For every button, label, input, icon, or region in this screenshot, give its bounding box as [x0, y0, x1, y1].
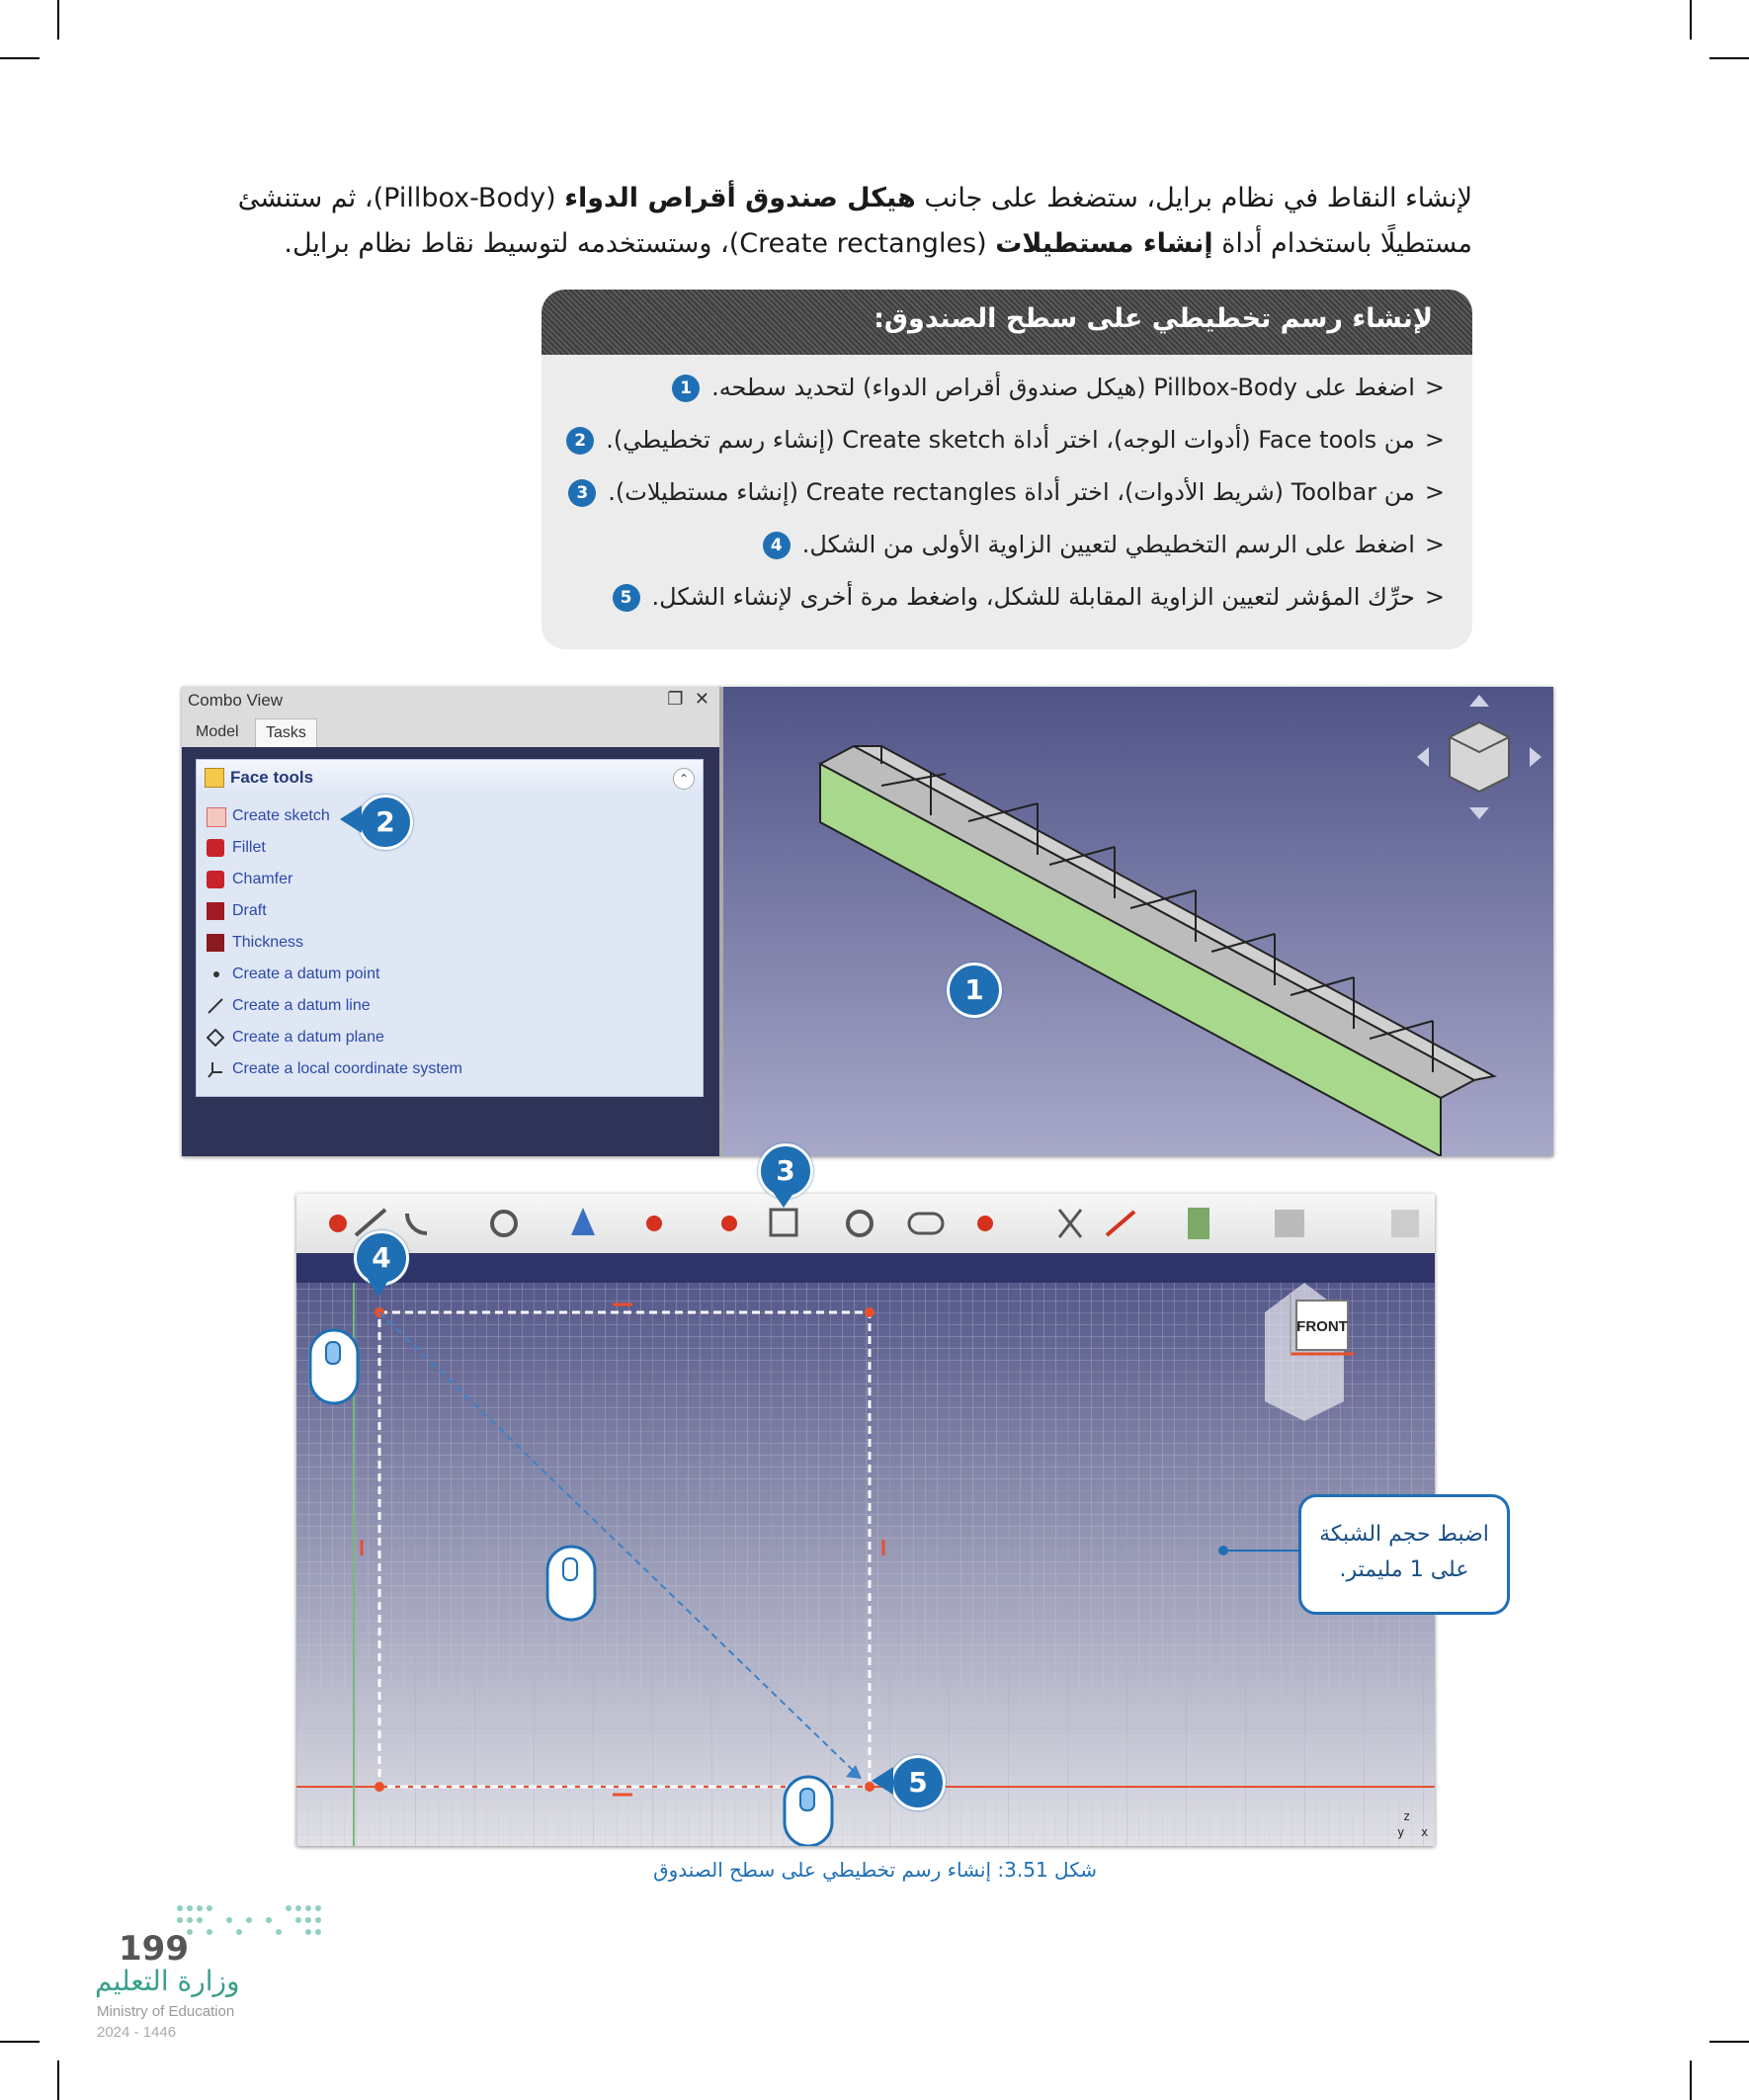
coordinate-system-icon — [207, 1060, 224, 1078]
crop-mark — [0, 57, 40, 59]
ministry-name-ar: وزارة التعليم — [95, 1965, 240, 1997]
step-number: 4 — [763, 532, 791, 559]
navcube-label: FRONT — [1296, 1318, 1348, 1335]
fillet-icon — [207, 839, 224, 857]
tab-model[interactable]: Model — [196, 723, 239, 740]
settings-icon[interactable] — [1391, 1210, 1419, 1237]
crop-mark — [0, 2041, 40, 2043]
bubble-connector — [1223, 1550, 1298, 1552]
ministry-name-en: Ministry of Education — [97, 2003, 235, 2020]
datum-line-icon — [207, 997, 224, 1015]
trim-tool-icon[interactable] — [1059, 1210, 1081, 1237]
figure-caption: شكل 3.51: إنشاء رسم تخطيطي على سطح الصندوق — [653, 1858, 1097, 1882]
callout-5-pointer — [872, 1767, 893, 1795]
sketch-icon — [207, 807, 226, 827]
combo-view-controls — [667, 689, 709, 710]
steps-box — [541, 290, 1472, 649]
steps-title: لإنشاء رسم تخطيطي على سطح الصندوق: — [874, 303, 1433, 334]
circle-tool-icon[interactable] — [492, 1212, 516, 1235]
step-item: <اضغط على Pillbox-Body (هيكل صندوق أقراص الدواء) لتحديد سطحه.1 — [672, 374, 1445, 402]
chamfer-icon — [207, 871, 224, 888]
grid-note-line-1: اضبط حجم الشبكة — [1319, 1522, 1489, 1547]
create-rectangle-icon[interactable] — [771, 1210, 796, 1235]
intro-line-1: لإنشاء النقاط في نظام برايل، ستضغط على جانب هيكل صندوق أقراص الدواء (Pillbox-Body)، ثم ستنشئ — [237, 183, 1472, 213]
grid-note-line-2: على 1 مليمتر. — [1339, 1557, 1469, 1582]
crop-mark — [57, 2060, 59, 2100]
datum-line-item[interactable]: Create a datum line — [232, 997, 371, 1014]
bubble-connector-dot — [1218, 1546, 1228, 1555]
freecad-screenshot-face-tools — [182, 687, 1553, 1156]
callout-2: 2 — [358, 795, 413, 850]
thickness-icon — [207, 934, 224, 952]
polygon-tool-icon[interactable] — [848, 1212, 872, 1235]
step-number: 5 — [613, 584, 640, 612]
draft-icon — [207, 902, 224, 920]
axis-y-label: y — [1397, 1825, 1405, 1839]
intro-paragraph — [217, 176, 1472, 267]
crop-mark — [1709, 57, 1749, 59]
extend-tool-icon[interactable] — [1107, 1212, 1134, 1235]
step-item: <من Toolbar (شريط الأدوات)، اختر أداة Create rectangles (إنشاء مستطيلات).3 — [568, 478, 1445, 507]
callout-4: 4 — [354, 1230, 409, 1286]
pillbox-front-face — [820, 764, 1441, 1156]
fillet-tool-icon[interactable] — [977, 1216, 993, 1231]
face-tools-title: Face tools — [230, 768, 314, 787]
arc-tool-icon[interactable] — [407, 1214, 427, 1233]
axis-x-label: x — [1421, 1825, 1429, 1839]
crop-mark — [1690, 2060, 1692, 2100]
callout-1: 1 — [947, 963, 1002, 1018]
navigation-cube[interactable] — [1415, 693, 1543, 821]
conic-tool-icon[interactable] — [571, 1208, 595, 1235]
step-item: <حرِّك المؤشر لتعيين الزاوية المقابلة للشكل، واضغط مرة أخرى لإنشاء الشكل.5 — [613, 583, 1445, 612]
fillet-item[interactable]: Fillet — [232, 839, 266, 856]
step-item: <اضغط على الرسم التخطيطي لتعيين الزاوية الأولى من الشكل.4 — [763, 531, 1445, 559]
sketcher-toolbar — [296, 1194, 1435, 1254]
chamfer-item[interactable]: Chamfer — [232, 871, 293, 887]
float-icon[interactable]: ❐ — [667, 689, 684, 710]
3d-view[interactable] — [723, 687, 1553, 1156]
thickness-item[interactable]: Thickness — [232, 934, 304, 951]
close-icon[interactable]: ✕ — [694, 689, 709, 710]
corner-point — [865, 1307, 874, 1317]
dof-tool-icon[interactable] — [1188, 1208, 1209, 1239]
crop-mark — [57, 0, 59, 40]
view-tool-icon[interactable] — [1275, 1210, 1304, 1237]
datum-point-icon — [213, 971, 219, 977]
local-coordinate-item[interactable]: Create a local coordinate system — [232, 1060, 462, 1077]
steps-header — [541, 290, 1472, 355]
grid-size-note — [1298, 1494, 1510, 1615]
face-tools-header[interactable] — [197, 760, 703, 796]
cube-icon — [205, 768, 224, 788]
polyline-tool-icon[interactable] — [721, 1216, 737, 1231]
combo-view-title: Combo View — [188, 691, 284, 710]
tasks-body — [182, 747, 719, 1156]
callout-5: 5 — [890, 1755, 946, 1810]
datum-plane-icon — [207, 1029, 224, 1047]
slot-tool-icon[interactable] — [909, 1214, 943, 1233]
crop-mark — [1709, 2041, 1749, 2043]
callout-2-pointer — [340, 805, 362, 833]
axis-z-label: z — [1403, 1809, 1411, 1823]
callout-4-pointer — [368, 1279, 389, 1297]
callout-3: 3 — [758, 1143, 813, 1199]
create-sketch-item[interactable]: Create sketch — [232, 807, 330, 824]
step-number: 2 — [566, 427, 594, 455]
intro-line-2: مستطيلًا باستخدام أداة إنشاء مستطيلات (Create rectangles)، وستستخدمه لتوسيط نقاط نظام برايل. — [284, 228, 1472, 259]
point-tool-icon[interactable] — [329, 1215, 347, 1232]
academic-year: 2024 - 1446 — [97, 2024, 177, 2041]
face-tools-panel — [196, 759, 704, 1097]
page-number: 199 — [119, 1929, 189, 1969]
ministry-logo-dots — [170, 1902, 328, 1942]
datum-point-item[interactable]: Create a datum point — [232, 966, 380, 982]
corner-point — [375, 1782, 384, 1792]
freecad-screenshot-sketcher — [296, 1194, 1435, 1846]
collapse-icon[interactable]: ⌃ — [673, 768, 695, 790]
tab-tasks[interactable]: Tasks — [255, 718, 317, 747]
bspline-tool-icon[interactable] — [646, 1216, 662, 1231]
crop-mark — [1690, 0, 1692, 40]
draft-item[interactable]: Draft — [232, 902, 267, 919]
step-number: 1 — [672, 375, 700, 402]
callout-3-pointer — [773, 1192, 794, 1208]
combo-view-panel — [182, 687, 723, 1156]
datum-plane-item[interactable]: Create a datum plane — [232, 1029, 384, 1046]
step-number: 3 — [568, 479, 596, 507]
step-item: <من Face tools (أدوات الوجه)، اختر أداة Create sketch (إنشاء رسم تخطيطي).2 — [566, 426, 1445, 455]
